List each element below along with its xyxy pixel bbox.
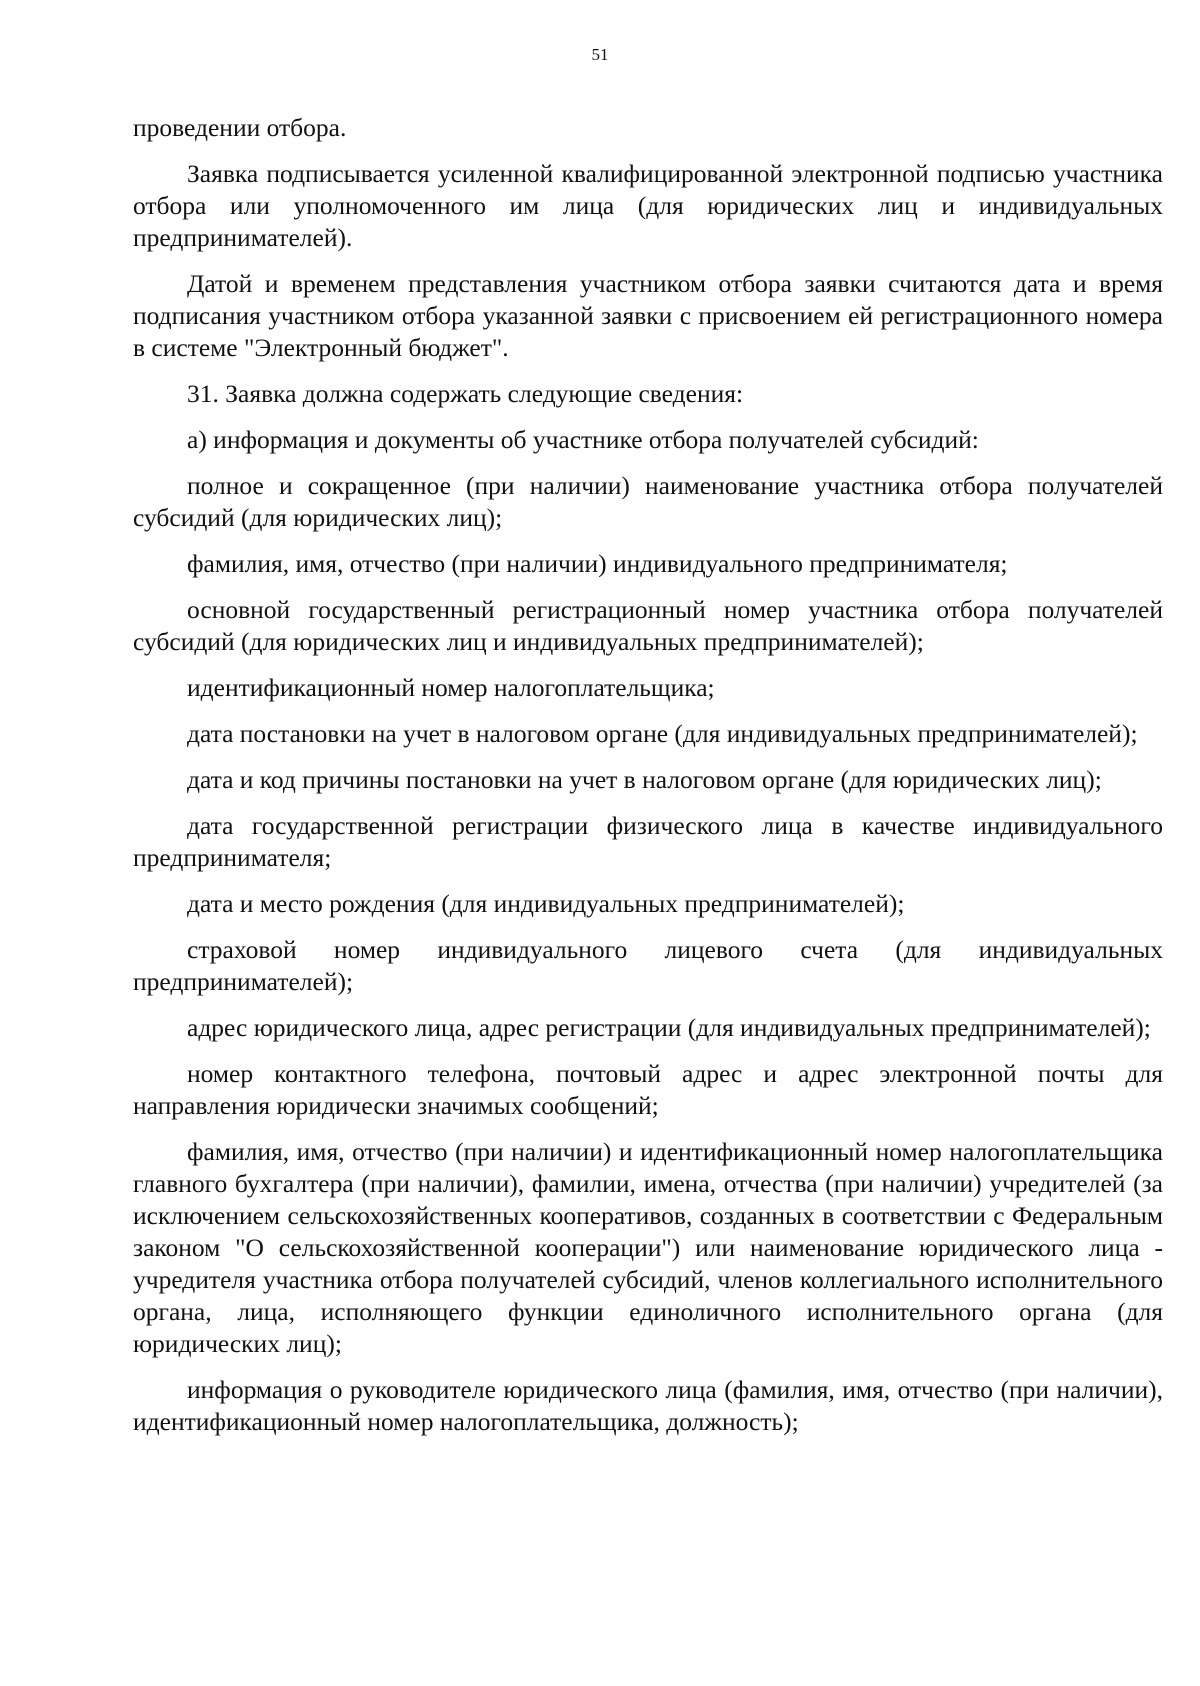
list-item-snils: страховой номер индивидуального лицевого счета (для индивидуальных предпринимателей); bbox=[133, 935, 1163, 996]
list-item-state-registration-date: дата государственной регистрации физического лица в качестве индивидуального предпринимателя; bbox=[133, 811, 1163, 872]
list-item-head-info: информация о руководителе юридического лица (фамилия, имя, отчество (при наличии), идентификационный номер налогоплательщика, должность); bbox=[133, 1375, 1163, 1436]
list-item-full-name: полное и сокращенное (при наличии) наименование участника отбора получателей субсидий (для юридических лиц); bbox=[133, 471, 1163, 532]
document-body bbox=[133, 112, 1163, 1452]
list-item-birth-info: дата и место рождения (для индивидуальных предпринимателей); bbox=[187, 889, 905, 918]
paragraph-continuation: проведении отбора. bbox=[133, 113, 347, 142]
list-item-contacts: номер контактного телефона, почтовый адрес и адрес электронной почты для направления юридически значимых сообщений; bbox=[133, 1059, 1163, 1120]
page-number: 51 bbox=[591, 45, 609, 64]
list-item-address: адрес юридического лица, адрес регистрации (для индивидуальных предпринимателей); bbox=[187, 1013, 1151, 1042]
paragraph-subsection-a: а) информация и документы об участнике отбора получателей субсидий: bbox=[187, 425, 979, 454]
list-item-founders: фамилия, имя, отчество (при наличии) и идентификационный номер налогоплательщика главного бухгалтера (при наличии), фамилии, имена, отчества (при наличии) учредителей (за исключением сельскохозяйственных кооперативов, созданных в соответствии с Федеральным законом "О сельскохозяйственной кооперации") или наименование юридического лица - учредителя участника отбора получателей субсидий, членов коллегиального исполнительного органа, лица, исполняющего функции единоличного исполнительного органа (для юридических лиц); bbox=[133, 1137, 1163, 1358]
list-item-inn: идентификационный номер налогоплательщика; bbox=[187, 673, 715, 702]
list-item-ogrn: основной государственный регистрационный номер участника отбора получателей субсидий (для юридических лиц и индивидуальных предпринимателей); bbox=[133, 595, 1163, 656]
list-item-tax-registration-date: дата постановки на учет в налоговом органе (для индивидуальных предпринимателей); bbox=[187, 719, 1138, 748]
list-item-kpp: дата и код причины постановки на учет в налоговом органе (для юридических лиц); bbox=[187, 765, 1102, 794]
paragraph-signature: Заявка подписывается усиленной квалифицированной электронной подписью участника отбора или уполномоченного им лица (для юридических лиц и индивидуальных предпринимателей). bbox=[133, 159, 1163, 252]
paragraph-submission-date: Датой и временем представления участником отбора заявки считаются дата и время подписания участником отбора указанной заявки с присвоением ей регистрационного номера в системе "Электронный бюджет". bbox=[133, 269, 1163, 362]
paragraph-section-31: 31. Заявка должна содержать следующие сведения: bbox=[187, 379, 744, 408]
list-item-entrepreneur-name: фамилия, имя, отчество (при наличии) индивидуального предпринимателя; bbox=[187, 549, 1008, 578]
